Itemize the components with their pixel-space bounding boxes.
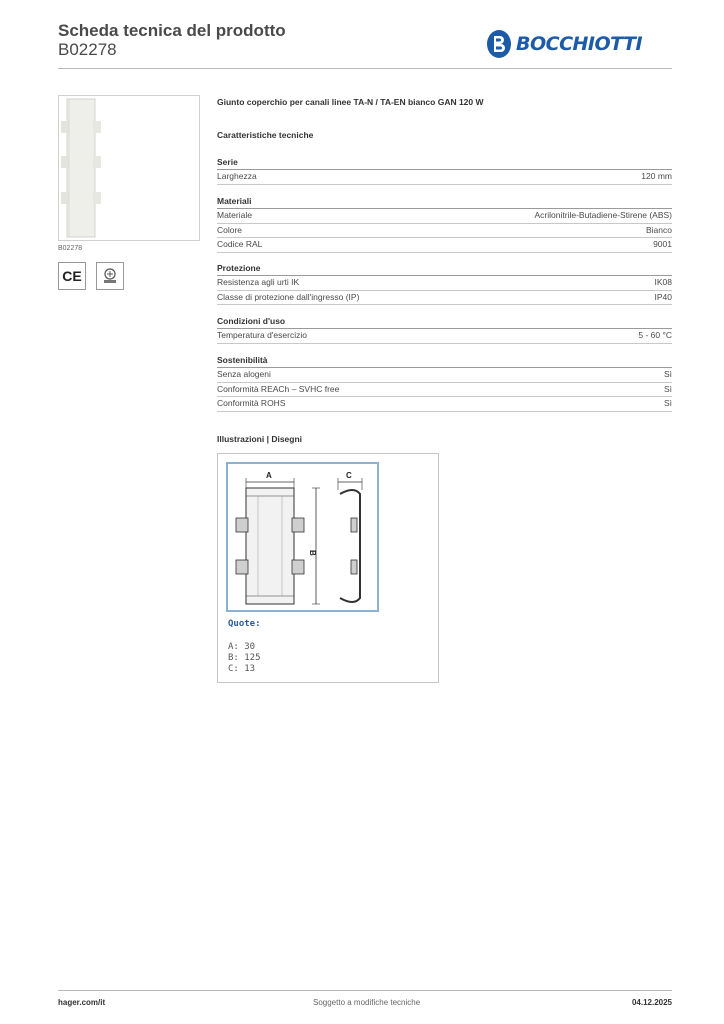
product-image bbox=[58, 95, 200, 241]
dim-label-b: B bbox=[308, 550, 317, 556]
spec-group-title: Sostenibilità bbox=[217, 355, 672, 368]
spec-row bbox=[217, 238, 672, 253]
dim-label-a: A bbox=[266, 471, 272, 480]
brand-logo bbox=[486, 28, 642, 60]
footer-date: 04.12.2025 bbox=[631, 998, 672, 1007]
spec-row bbox=[217, 397, 672, 412]
spec-row bbox=[217, 291, 672, 306]
spec-label: Colore bbox=[217, 224, 243, 235]
spec-value: Sì bbox=[663, 369, 672, 379]
spec-group-title: Serie bbox=[217, 157, 672, 170]
spec-label: Codice RAL bbox=[217, 239, 263, 249]
footer-note: Soggetto a modifiche tecniche bbox=[313, 998, 421, 1007]
spec-label: Conformità ROHS bbox=[217, 398, 286, 408]
spec-label: Senza alogeni bbox=[217, 369, 271, 379]
spec-row bbox=[217, 209, 672, 224]
dim-label-c: C bbox=[346, 471, 352, 480]
illustrations-heading: Illustrazioni | Disegni bbox=[217, 434, 303, 444]
technical-drawing bbox=[217, 453, 439, 683]
dimension-drawing bbox=[228, 464, 377, 610]
brand-name: BOCCHIOTTI bbox=[516, 33, 643, 55]
spec-label: Materiale bbox=[217, 210, 252, 220]
spec-value: IP40 bbox=[654, 291, 672, 302]
spec-value: 5 - 60 °C bbox=[638, 330, 672, 340]
spec-value: Acrilonitrile-Butadiene-Stirene (ABS) bbox=[534, 210, 672, 220]
spec-group-title: Condizioni d'uso bbox=[217, 316, 672, 329]
spec-row bbox=[217, 383, 672, 398]
spec-group-title: Protezione bbox=[217, 263, 672, 276]
quote-c: C: 13 bbox=[228, 664, 256, 674]
spec-group-materiali bbox=[217, 196, 672, 253]
spec-label: Conformità REACh – SVHC free bbox=[217, 383, 340, 394]
image-caption: B02278 bbox=[58, 245, 83, 252]
quote-a: A: 30 bbox=[228, 642, 256, 652]
spec-row bbox=[217, 329, 672, 344]
spec-label: Resistenza agli urti IK bbox=[217, 277, 300, 287]
spec-group-sostenibilita bbox=[217, 355, 672, 412]
spec-value: 120 mm bbox=[641, 171, 672, 181]
spec-label: Temperatura d'esercizio bbox=[217, 330, 307, 340]
spec-group-condizioni bbox=[217, 316, 672, 344]
ce-mark: CE bbox=[58, 262, 86, 290]
spec-label: Classe di protezione dall'ingresso (IP) bbox=[217, 291, 360, 302]
quality-mark-icon bbox=[96, 262, 124, 290]
spec-label: Larghezza bbox=[217, 171, 257, 181]
product-code: B02278 bbox=[58, 40, 117, 59]
spec-row bbox=[217, 170, 672, 185]
quote-b: B: 125 bbox=[228, 653, 261, 663]
spec-group-title: Materiali bbox=[217, 196, 672, 209]
footer-divider bbox=[58, 990, 672, 991]
footer-site-link[interactable]: hager.com/it bbox=[58, 998, 106, 1007]
spec-value: 9001 bbox=[653, 239, 672, 249]
page-title: Scheda tecnica del prodotto bbox=[58, 21, 286, 40]
product-name: Giunto coperchio per canali linee TA-N / TA-EN bianco GAN 120 W bbox=[217, 97, 484, 107]
spec-value: Bianco bbox=[646, 224, 672, 235]
bocchiotti-logo-icon bbox=[486, 29, 512, 59]
specs-heading: Caratteristiche tecniche bbox=[217, 130, 314, 140]
spec-group-protezione bbox=[217, 263, 672, 305]
spec-group-serie bbox=[217, 157, 672, 185]
spec-row bbox=[217, 276, 672, 291]
spec-row bbox=[217, 224, 672, 239]
drawing-frame bbox=[226, 462, 379, 612]
quotes-title: Quote: bbox=[228, 619, 261, 629]
spec-value: Sì bbox=[663, 383, 672, 394]
header-divider bbox=[58, 68, 672, 69]
spec-row bbox=[217, 368, 672, 383]
spec-value: IK08 bbox=[654, 277, 672, 287]
spec-value: Sì bbox=[663, 398, 672, 408]
